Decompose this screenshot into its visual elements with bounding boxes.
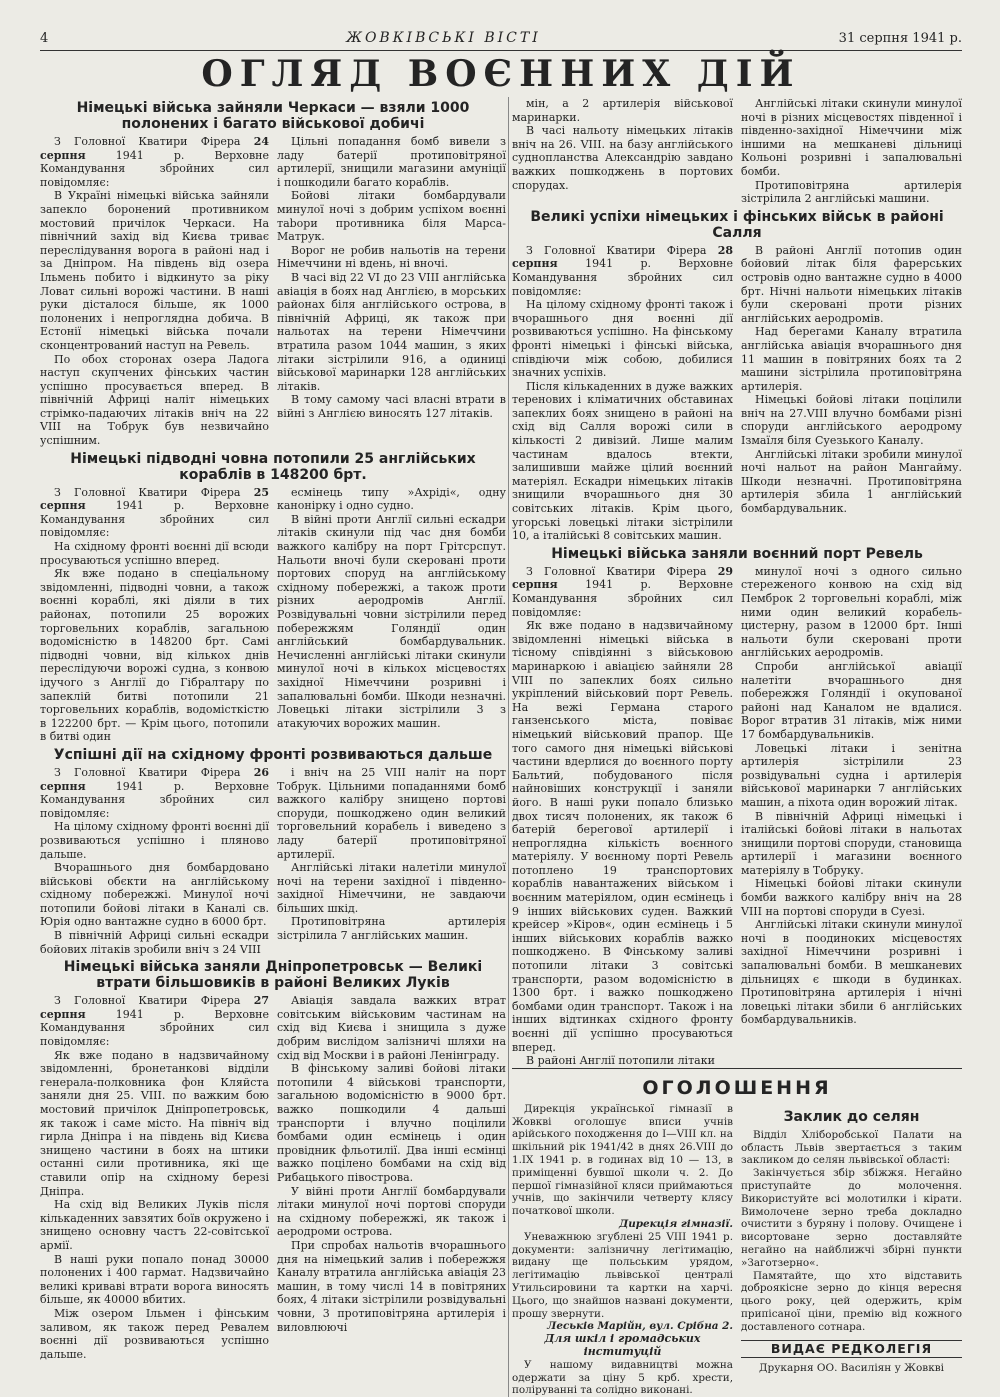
paragraph: В тому самому часі власні втрати в війні з Англією виносять 127 літаків. — [277, 393, 506, 420]
lead-text: З Головної Кватири Фірера — [54, 765, 254, 779]
masthead-rule — [40, 50, 962, 51]
column-divider — [508, 97, 510, 1397]
paragraph: На схід від Великих Луків після кількаденних завзятих боїв окружено і знищено основну частъ 22-совітської армії. — [40, 1198, 269, 1252]
appeal-text: Памятайте, що хто відставить доброякісне зерно до кінця вересня цього року, цей одержить, крім припісаної ціни, премію від кожного доставленого сотнара. — [741, 1269, 962, 1333]
announcements-title: ОГОЛОШЕННЯ — [642, 1076, 832, 1099]
editor-line: ВИДАЄ РЕДКОЛЕГІЯ — [741, 1340, 962, 1359]
printer-line: Друкарня ОО. Василіян у Жовкві — [758, 1362, 945, 1375]
paragraph: минулої ночі з одного сильно стереженого конвою на схід від Пемброк 2 торговельні кораблі, між ними один великий корабель-цистерну, разом в 12000 брт. Інші нальоти були скеровані проти англійських аеродромів. — [741, 564, 962, 660]
paragraph: Як вже подано в надзвичайному звідомленні німецькі війська в тісному співдіянні з військовою маринаркою і авіацією зайняли 28 VIII по запеклих боях сильно укріплений військовий порт Ревель. На вежі Германа старого ганзенського міста, повіває німецький військовий прапор. Ще того самого дня німецькі військові частини вдерлися до воєнного порту Бальтий, побудованого після найновіших конструкції і заняли його. В наші руки попало близько двох тисяч полонених, як також 6 батерій берегової артилерії і непроглядна кількість воєнного матеріялу. У воєнному порті Ревель потоплено 19 транспортових кораблів навантажених військом і воєнним матеріялом, один есмінець і 9 інших військових суден. Важкий крейсер »Кіров«, один есмінець і 5 інших військових кораблів важко пошкоджено. В Фінському заливі потопили літаки 3 совітські транспорти, разом водомісністю в 1300 брт. і важко пошкоджено бомбами один транспорт. Також і на інших відтинках східного фронту воєнні дії успішно просуваються вперед. — [512, 619, 733, 1054]
article-headline: Великі успіхи німецьких і фінських військ в районі Салля — [530, 208, 944, 241]
paragraph: В часі нальоту німецьких літаків вніч на 26. VIII. на базу англійського суднопланства Александрію завдано важких пошкоджень в портових спорудах. — [512, 124, 733, 192]
paragraph: В північній Африці німецькі і італійські бойові літаки в нальотах знищили портові споруди, становища артилерії і магазини воєнного матеріялу в Тобруку. — [741, 809, 962, 877]
article-column — [40, 994, 269, 1361]
article-body — [512, 97, 962, 206]
lead-text: З Головної Кватири Фірера — [526, 564, 718, 578]
paragraph: Німецькі бойові літаки скинули бомби важкого калібру вніч на 28 VIII на портові споруди в Суезі. — [741, 877, 962, 918]
paragraph: Після кількаденних в дуже важких тереновиx і кліматичних обставинах запеклих боях знищено в районі на схід від Салля ворожі сили в кількості 2 дивізий. Лише малим частинам вдалось втекти, залишивши майже цілий воєнний матеріял. Ескадри німецьких літаків знищили вчорашнього дня 30 совітських літаків. Крім цього, угорські ловецькі літаки зістрілили 10, а італійські 8 совітських машин. — [512, 379, 733, 543]
paragraph: Ворог не робив нальотів на терени Німеччини ні вдень, ні вночі. — [277, 243, 506, 271]
appeal-text: Закінчується збір збіжжя. Негайно приступайте до молочення. Використуйте всі молотилки і кірати. Вимолочене зерно треба докладно очистити з буряну і полову. Очищене і висортоване зерно доставляйте негайно на найближчі збірні пункти »Заготзерно«. — [741, 1167, 962, 1269]
paragraph: Як вже подано в спеціальному звідомленні, підводні човни, а також воєнні кораблі, які діяли в тих районах, потопили 25 ворожих торговельних кораблів, загальною водомісністю в 148200 брт. Самі підводні човни, від кількох днів переслідуючи ворожі судна, з конвою ідучого з Англії до Гібралтару по запеклій битві потопили 21 торговельних кораблів, водомісткістю в 122200 брт. — Крім цього, потопили в битві один — [40, 567, 269, 744]
article-headline: Успішні дії на східному фронті розвиваються дальше — [53, 746, 493, 763]
paragraph: Англійські літаки налетіли минулої ночі на терени західної і південно-західної Німеччини, не завдаючи більших шкід. — [277, 861, 506, 915]
lead-text: 1941 р. Верховне Командування збройних сил повідомляє: — [40, 148, 269, 189]
paragraph: В Україні німецькі війська зайняли запекло боронений противником мостовий причілок Черкаси. На північний захід від Києва триває переслідування ворога в районі над і за Дніпром. На південь від озера Ільмень побито і відкинуто за ріку Ловат сильні ворожі частини. В наші руки дісталося більше, як 1000 полонених і непроглядна добича. В Естонії німецькі війська почали сконцентрований наступ на Ревель. — [40, 189, 269, 352]
article-column — [40, 135, 269, 448]
article-column — [277, 994, 506, 1361]
paragraph: На цілому східному фронті воєнні дії розвиваються успішно і пляново дальше. — [40, 820, 269, 861]
lead-date: 26 серпня — [40, 765, 269, 793]
article-body — [512, 565, 962, 1068]
article-column — [741, 565, 962, 1068]
lead-text: З Головної Кватири Фірера — [526, 243, 718, 257]
article-column — [277, 486, 506, 744]
issue-date: 31 серпня 1941 р. — [838, 31, 962, 46]
article-body — [40, 135, 506, 448]
lead-text: З Головної Кватири Фірера — [54, 485, 254, 499]
lead-text: 1941 р. Верховне Командування збройних сил повідомляє: — [40, 779, 269, 820]
lead — [40, 486, 269, 540]
article-column — [512, 244, 733, 543]
appeal-text: Відділ Хліборобської Палати на область Львів звертається з таким закликом до селян львівської області: — [741, 1128, 962, 1167]
article-column — [277, 135, 506, 448]
paragraph: Спроби англійської авіації налетіти вчорашнього дня побережжя Голяндії і окупованої районі над Каналом не вдалися. Ворог втратив 31 літаків, між ними 17 бомбардувальників. — [741, 659, 962, 741]
lead-text: 1941 р. Верховне Командування збройних сил повідомляє: — [40, 1007, 269, 1049]
article-column — [277, 766, 506, 956]
paragraph: Ловецькі літаки і зенітна артилерія зістрілили 23 розвідувальні судна і артилерія військової маринарки 7 англійських машин, а піхота один ворожий літак. — [741, 741, 962, 809]
article-headline: Німецькі війська заняли Дніпропетровськ — Великі втрати більшовиків в районі Великих Луків — [63, 959, 483, 992]
paragraph: Як вже подано в надзвичайному звідомленні, бронетанкові відділи генерала-полковника фон Кляйста заняли дня 25. VIII. по важким бою мостовий причілок Дніпропетровськ, як також і саме місто. На північ від гирла Дніпра і на південь від Києва знищено частини в боях на штики останні сили противника, які ще ставили опір на східному березі Дніпра. — [40, 1048, 269, 1198]
right-half — [512, 97, 962, 1397]
paragraph: У війні проти Англії бомбардували літаки минулої ночі портові споруди на східному побережжі, як також і аеродроми острова. — [277, 1184, 506, 1239]
paragraph: На цілому східному фронті також і вчорашнього дня воєнні дії розвиваються успішно. На фінському фронті німецькі і фінські війська, співдіючи між собою, добилися значних успіхів. — [512, 298, 733, 380]
paragraph: Протиповітряна артилерія зістрілила 7 англійських машин. — [277, 915, 506, 943]
announcements-column — [512, 1103, 733, 1397]
paragraph: В північній Африці сильні ескадри бойових літаків зробили вніч з 24 VIII — [40, 929, 269, 956]
announcements-body — [512, 1103, 962, 1397]
paragraph: Між озером Ільмен і фінським заливом, як також перед Ревалем воєнні дії розвиваються успішно дальше. — [40, 1306, 269, 1361]
article-column — [512, 97, 733, 206]
lead-date: 25 серпня — [40, 485, 269, 513]
paragraph: Вчорашнього дня бомбардовано військові обєкти на англійському східному побережжі. Минулої ночі потопили бойові літаки в Каналі св. Юрія одно вантажне судно в 6000 брт. — [40, 861, 269, 929]
article-headline: Німецькі підводні човна потопили 25 англійських кораблів в 148200 брт. — [70, 450, 476, 483]
main-layout — [40, 97, 962, 1397]
lead-text: З Головної Кватири Фірера — [54, 994, 254, 1008]
lead-text: 1941 р. Верховне Командування збройних сил повідомляє: — [40, 499, 269, 540]
paragraph: По обох сторонах озера Ладога наступ скупчених фінських частин успішно просувається вперед. В північній Африці наліт німецьких стрімко-падаючих літаків вніч на 22 VIII на Тобрук був незвичайно успішним. — [40, 352, 269, 448]
paragraph: Цільні попадання бомб вивели з ладу батерії протиповітряної артилерії, знищили магазини амуніції і пошкодили багато кораблів. — [277, 135, 506, 189]
paragraph: В війні проти Англії сильні ескадри літаків скинули під час дня бомби важкого калібру на порт Грітсрспут. Нальоти вночі були скеровані проти портових споруд на англійському східному побережжі, а також проти різних аеродромів Англії. Розвідувальні човни зістрілили перед побережжям Голяндії один англійський бомбардувальник. Нечисленні англійські літаки скинули минулої ночі в кількох місцевостях західної Німеччини розривні і запалювальні бомби. Шкоди незначні. Ловецькі літаки зістрілили 3 з атакуючих ворожих машин. — [277, 512, 506, 730]
paragraph: В наші руки попало понад 30000 полонених і 400 гармат. Надзвичайно великі криваві втрати ворога виносять більше, як 40000 вбитих. — [40, 1252, 269, 1307]
lead — [40, 766, 269, 820]
announcement-text: Уневажнюю згублені 25 VIII 1941 р. документи: залізничну легітимацію, видану ще польським урядом, легітимацію львівської централі Утильсировини та картки на харчі. Цього, що знайшов названі документи, прошу звернути. — [512, 1230, 733, 1320]
lead-date: 24 серпня — [40, 135, 269, 162]
announcement-signature: Дирекція гімназії. — [618, 1217, 733, 1230]
article-column — [40, 486, 269, 744]
appeal-heading: Заклик до селян — [783, 1108, 920, 1125]
paragraph: есмінець типу »Ахріді«, одну канонірку і одно судно. — [277, 485, 506, 513]
article-column — [741, 97, 962, 206]
lead-text: 1941 р. Верховне Командування збройних сил повідомляє: — [512, 257, 733, 298]
lead-date: 27 серпня — [40, 994, 269, 1021]
lead-text: З Головної Кватири Фірера — [54, 135, 254, 148]
paragraph: Англійські літаки скинули минулої ночі в різних місцевостях південної і південно-західної Німеччини між іншими на мешканеві дільниці Кольоні розривні і запалювальні бомби. — [741, 97, 962, 178]
paragraph: Бойові літаки бомбардували минулої ночі з добрим успіхом воєнні тabори противника біля Марса-Матрук. — [277, 189, 506, 244]
paragraph: і вніч на 25 VIII наліт на порт Тобрук. Цільними попаданнями бомб важкого калібру знищено портові споруди, пошкоджено один великий торговельний корабель і виведено з ладу батерії протиповітряної артилерії. — [277, 765, 506, 861]
masthead — [40, 28, 962, 46]
left-half — [40, 97, 506, 1397]
announcement-signature: Леськів Марійн, вул. Срібна 2. — [547, 1320, 733, 1333]
article-body — [40, 766, 506, 956]
paragraph: В часі від 22 VI до 23 VIII англійська авіація в боях над Англією, в морських районах біля англійського острова, в північній Африці, як також при нальотах на терени Німеччини втратила разом 1044 машин, з яких літаки зістрілили 916, а одиниці військової маринарки 128 англійських літаків. — [277, 270, 506, 393]
lead — [40, 994, 269, 1048]
article-body — [40, 994, 506, 1361]
paragraph: В фінському заливі бойові літаки потопили 4 військові транспорти, загальною водомісністю в 9000 брт. важко пошкодили 4 дальші транспорти і влучно поцілили бомбами один есмінець і один провідник фльотилії. Два інші есмінці важко поцілено бомбами на схід від Рибацького півострова. — [277, 1062, 506, 1184]
announcement-text: У нашому видавництві можна одержати за ціну 5 крб. хрести, поліруванні та солідно виконані. — [512, 1358, 733, 1397]
announcements-column — [741, 1103, 962, 1397]
paragraph: Авіація завдала важких втрат совітським військовим частинам на схід від Києва і знищила з дуже добрим вислідом залізничі шляхи на схід від Москви і в районі Ленінграду. — [277, 994, 506, 1062]
article-body — [40, 486, 506, 744]
paragraph: При спробах нальотів вчорашнього дня на німецький залив і побережжя Каналу втратила англійська авіація 23 машин, в тому числі 14 в повітряних боях, 4 літаки зістрілили розвідувальні човни, 3 протиповітряна артилерія і виловлюючі — [277, 1238, 506, 1334]
article-headline: Німецькі війська заняли воєнний порт Ревель — [551, 545, 923, 562]
lead — [512, 244, 733, 298]
page-number: 4 — [40, 31, 49, 46]
article-column — [512, 565, 733, 1068]
paragraph: Німецькі бойові літаки поцілили вніч на 27.VIII влучно бомбами різні споруди англійського аеродрому Ізмаїля біля Суезького Каналу. — [741, 393, 962, 448]
paragraph: мін, а 2 артилерія військової маринарки. — [512, 97, 733, 124]
article-column — [40, 766, 269, 956]
lead-date: 28 серпня — [512, 243, 733, 271]
article-column — [741, 244, 962, 543]
announcement-heading: Для шкіл і громадських інституцій — [544, 1332, 701, 1358]
lead-text: 1941 р. Верховне Командування збройних сил повідомляє: — [512, 578, 733, 619]
lead-date: 29 серпня — [512, 564, 733, 592]
article-headline: Німецькі війська зайняли Черкаси — взяли 1000 полонених і багато військової добичі — [76, 100, 470, 132]
article-body — [512, 244, 962, 543]
lead — [512, 565, 733, 619]
paragraph: В районі Англії потопили літаки — [526, 1054, 715, 1068]
paragraph: Англійські літаки скинули минулої ночі в поодиноких місцевостях західної Німеччини розривні і запалювальні бомби. В мешканевих дільницях є шкоди в будинках. Протиповітряна артилерія і нічні ловецькі літаки збили 6 англійських бомбардувальників. — [741, 918, 962, 1027]
paragraph: На східному фронті воєнні дії всюди просуваються успішно вперед. — [40, 540, 269, 567]
paragraph: Англійські літаки зробили минулої ночі нальот на район Мангайму. Шкоди незначні. Протиповітряна артилерія збила 1 англійський бомбардувальник. — [741, 447, 962, 516]
paragraph: Протиповітряна артилерія зістрілила 2 англійські машини. — [741, 178, 962, 206]
paragraph: Над берегами Каналу втратила англійська авіація вчорашнього дня 11 машин в повітряних боях та 2 машини зістрілила протиповітряна артилерія. — [741, 325, 962, 393]
announcement-text: Дирекція української гімназії в Жовкві оголошує вписи учнів арійського походження до I—VIII кл. на шкільний рік 1941/42 в днях 26.VIII до 1.IX 1941 р. в годинах від 10 — 13, в приміщенні бувшої школи ч. 2. До першої гімназійної кляси приймаються учнів, що закінчили четверту кляcу почaтковoї школи. — [512, 1102, 733, 1218]
page-banner: ОГЛЯД ВОЄННИХ ДІЙ — [201, 53, 801, 95]
paper-title: ЖОВКІВСЬКІ ВІСТІ — [346, 30, 541, 46]
lead — [40, 135, 269, 189]
paragraph: В районі Англії потопив один бойовий літак біля фарерських островів одно вантажне судно в 4000 брт. Нічні нальоти німецьких літаків були скеровані проти різних англійських аеродромів. — [741, 243, 962, 325]
